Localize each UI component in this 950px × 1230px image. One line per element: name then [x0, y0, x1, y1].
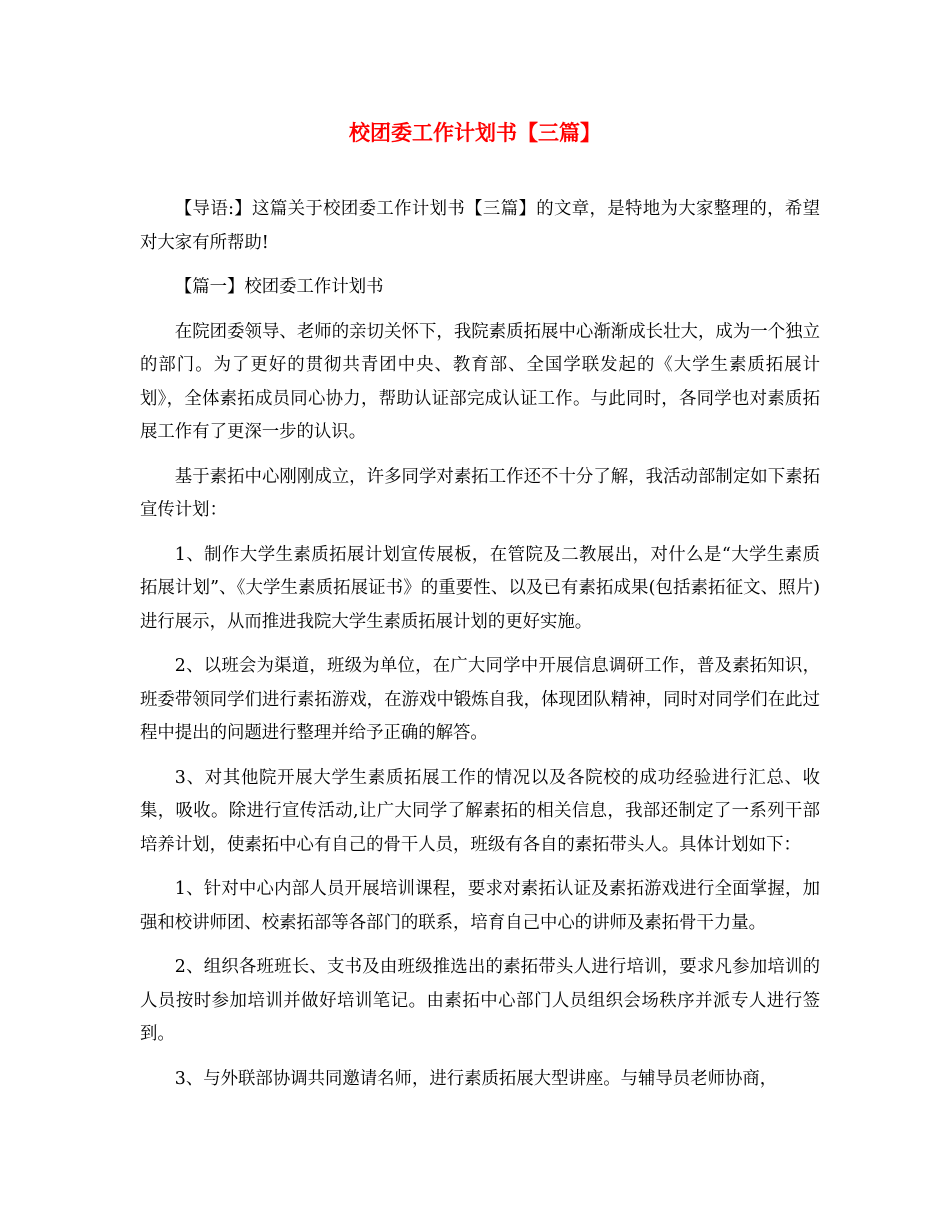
intro-paragraph: 【导语:】这篇关于校团委工作计划书【三篇】的文章，是特地为大家整理的，希望对大家有所帮助!	[140, 199, 820, 253]
list-item: 3、与外联部协调共同邀请名师，进行素质拓展大型讲座。与辅导员老师协商，	[174, 1068, 778, 1089]
list-item: 1、制作大学生素质拓展计划宣传展板，在管院及二教展出，对什么是“大学生素质拓展计划”、《大学生素质拓展证书》的重要性、以及已有素拓成果(包括素拓征文、照片)进行展示，从而推进我院大学生素质拓展计划的更好实施。	[140, 544, 820, 632]
document-title: 校团委工作计划书【三篇】	[349, 120, 601, 145]
list-item: 2、以班会为渠道，班级为单位，在广大同学中开展信息调研工作，普及素拓知识，班委带领同学们进行素拓游戏，在游戏中锻炼自我，体现团队精神，同时对同学们在此过程中提出的问题进行整理并给予正确的解答。	[140, 656, 820, 743]
list-item: 3、对其他院开展大学生素质拓展工作的情况以及各院校的成功经验进行汇总、收集，吸收。除进行宣传活动,让广大同学了解素拓的相关信息，我部还制定了一系列干部培养计划，使素拓中心有自己的骨干人员，班级有各自的素拓带头人。具体计划如下：	[140, 767, 820, 855]
list-item: 1、针对中心内部人员开展培训课程，要求对素拓认证及素拓游戏进行全面掌握，加强和校讲师团、校素拓部等各部门的联系，培育自己中心的讲师及素拓骨干力量。	[140, 879, 820, 933]
body-paragraph: 在院团委领导、老师的亲切关怀下，我院素质拓展中心渐渐成长壮大，成为一个独立的部门。为了更好的贯彻共青团中央、教育部、全国学联发起的《大学生素质拓展计划》，全体素拓成员同心协力，帮助认证部完成认证工作。与此同时，各同学也对素质拓展工作有了更深一步的认识。	[140, 321, 820, 442]
body-paragraph: 基于素拓中心刚刚成立，许多同学对素拓工作还不十分了解，我活动部制定如下素拓宣传计划：	[140, 466, 820, 520]
document-body	[140, 193, 820, 1107]
list-item: 2、组织各班班长、支书及由班级推选出的素拓带头人进行培训，要求凡参加培训的人员按时参加培训并做好培训笔记。由素拓中心部门人员组织会场秩序并派专人进行签到。	[140, 957, 820, 1044]
section-heading: 【篇一】校团委工作计划书	[174, 277, 384, 297]
